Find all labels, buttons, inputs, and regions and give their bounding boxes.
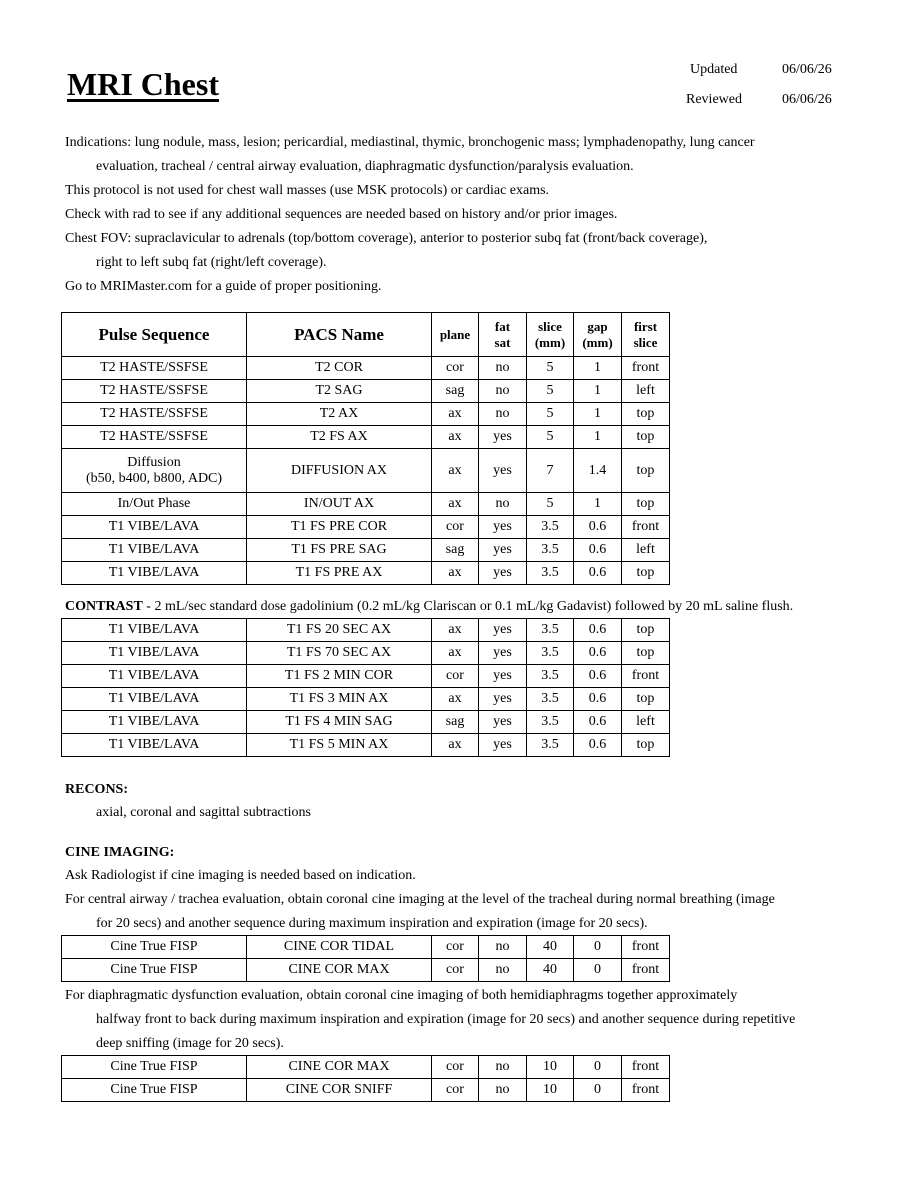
fat-sat-cell: yes	[479, 688, 527, 711]
pacs-name-cell: T2 COR	[247, 357, 432, 380]
updated-label: Updated	[690, 62, 738, 77]
first-slice-cell: front	[622, 936, 670, 959]
table-row	[62, 426, 670, 449]
pulse-sequence-cell: Cine True FISP	[62, 936, 247, 959]
first-slice-cell: front	[622, 357, 670, 380]
fat-sat-cell: yes	[479, 539, 527, 562]
pacs-name-cell: CINE COR SNIFF	[247, 1079, 432, 1102]
pulse-sequence-cell: T1 VIBE/LAVA	[62, 642, 247, 665]
cine-diaph-line-2: halfway front to back during maximum inspiration and expiration (image for 20 secs) and another sequence during repetitive	[96, 1012, 796, 1027]
table-row	[62, 539, 670, 562]
pulse-sequence-cell: Cine True FISP	[62, 959, 247, 982]
positioning-note: Go to MRIMaster.com for a guide of proper positioning.	[65, 279, 382, 294]
table-row	[62, 619, 670, 642]
plane-cell: ax	[432, 619, 479, 642]
fat-sat-cell: no	[479, 1056, 527, 1079]
reviewed-label: Reviewed	[686, 92, 742, 107]
pulse-sequence-cell: T1 VIBE/LAVA	[62, 619, 247, 642]
plane-cell: ax	[432, 734, 479, 757]
fov-line-2: right to left subq fat (right/left coverage).	[96, 255, 327, 270]
gap-cell: 0.6	[574, 539, 622, 562]
pacs-name-cell: T2 FS AX	[247, 426, 432, 449]
first-slice-cell: top	[622, 426, 670, 449]
plane-cell: ax	[432, 688, 479, 711]
slice-cell: 3.5	[527, 688, 574, 711]
table-row	[62, 688, 670, 711]
fat-sat-cell: yes	[479, 426, 527, 449]
pulse-sequence-cell: In/Out Phase	[62, 493, 247, 516]
cine-diaph-line-3: deep sniffing (image for 20 secs).	[96, 1036, 284, 1051]
plane-cell: cor	[432, 936, 479, 959]
first-slice-cell: left	[622, 380, 670, 403]
fat-sat-cell: no	[479, 380, 527, 403]
slice-cell: 3.5	[527, 619, 574, 642]
pulse-sequence-cell: T1 VIBE/LAVA	[62, 562, 247, 585]
plane-cell: cor	[432, 1079, 479, 1102]
header-pulse-sequence: Pulse Sequence	[62, 313, 247, 357]
gap-cell: 1	[574, 493, 622, 516]
header-first-slice: first slice	[622, 313, 670, 357]
fat-sat-cell: yes	[479, 734, 527, 757]
table-row	[62, 711, 670, 734]
plane-cell: sag	[432, 539, 479, 562]
slice-cell: 7	[527, 449, 574, 493]
pulse-sequence-cell: Cine True FISP	[62, 1079, 247, 1102]
fat-sat-cell: yes	[479, 711, 527, 734]
gap-cell: 0	[574, 1079, 622, 1102]
pulse-sequence-cell: T1 VIBE/LAVA	[62, 665, 247, 688]
gap-cell: 0.6	[574, 619, 622, 642]
pacs-name-cell: T1 FS 5 MIN AX	[247, 734, 432, 757]
fat-sat-cell: yes	[479, 619, 527, 642]
gap-cell: 0.6	[574, 665, 622, 688]
table-row	[62, 959, 670, 982]
table-row	[62, 493, 670, 516]
fat-sat-cell: no	[479, 493, 527, 516]
pacs-name-cell: T1 FS 2 MIN COR	[247, 665, 432, 688]
first-slice-cell: top	[622, 619, 670, 642]
cine-heading: CINE IMAGING:	[65, 845, 175, 860]
gap-cell: 1	[574, 380, 622, 403]
plane-cell: cor	[432, 516, 479, 539]
first-slice-cell: top	[622, 734, 670, 757]
table-row	[62, 380, 670, 403]
table-row	[62, 449, 670, 493]
pacs-name-cell: T2 SAG	[247, 380, 432, 403]
table-row	[62, 562, 670, 585]
check-rad-note: Check with rad to see if any additional sequences are needed based on history and/or prior images.	[65, 207, 618, 222]
cine-airway-line-1: For central airway / trachea evaluation, obtain coronal cine imaging at the level of the tracheal during normal breathing (image	[65, 892, 775, 907]
table-row	[62, 357, 670, 380]
pacs-name-cell: T1 FS 4 MIN SAG	[247, 711, 432, 734]
plane-cell: cor	[432, 959, 479, 982]
pacs-name-cell: CINE COR MAX	[247, 959, 432, 982]
slice-cell: 5	[527, 426, 574, 449]
not-used-note: This protocol is not used for chest wall masses (use MSK protocols) or cardiac exams.	[65, 183, 550, 198]
plane-cell: ax	[432, 642, 479, 665]
header-slice: slice (mm)	[527, 313, 574, 357]
pulse-sequence-cell: T2 HASTE/SSFSE	[62, 357, 247, 380]
plane-cell: ax	[432, 403, 479, 426]
cine-diaph-line-1: For diaphragmatic dysfunction evaluation, obtain coronal cine imaging of both hemidiaphragms together approximately	[65, 988, 738, 1003]
fat-sat-cell: no	[479, 959, 527, 982]
pulse-sequence-cell: T1 VIBE/LAVA	[62, 539, 247, 562]
pacs-name-cell: T1 FS PRE AX	[247, 562, 432, 585]
slice-cell: 10	[527, 1056, 574, 1079]
first-slice-cell: top	[622, 403, 670, 426]
first-slice-cell: top	[622, 642, 670, 665]
plane-cell: ax	[432, 449, 479, 493]
slice-cell: 5	[527, 380, 574, 403]
fat-sat-cell: yes	[479, 665, 527, 688]
slice-cell: 40	[527, 936, 574, 959]
slice-cell: 3.5	[527, 642, 574, 665]
pacs-name-cell: DIFFUSION AX	[247, 449, 432, 493]
gap-cell: 0	[574, 1056, 622, 1079]
slice-cell: 3.5	[527, 665, 574, 688]
pacs-name-cell: T1 FS 70 SEC AX	[247, 642, 432, 665]
recons-text: axial, coronal and sagittal subtractions	[96, 805, 311, 820]
plane-cell: sag	[432, 711, 479, 734]
protocol-table-pre	[61, 312, 670, 585]
pulse-sequence-cell: T1 VIBE/LAVA	[62, 516, 247, 539]
pulse-sequence-cell: T1 VIBE/LAVA	[62, 711, 247, 734]
pacs-name-cell: T2 AX	[247, 403, 432, 426]
first-slice-cell: top	[622, 562, 670, 585]
gap-cell: 0.6	[574, 516, 622, 539]
first-slice-cell: top	[622, 449, 670, 493]
table-row	[62, 642, 670, 665]
pulse-sequence-cell: Diffusion (b50, b400, b800, ADC)	[62, 449, 247, 493]
fat-sat-cell: no	[479, 357, 527, 380]
pacs-name-cell: IN/OUT AX	[247, 493, 432, 516]
slice-cell: 3.5	[527, 711, 574, 734]
slice-cell: 5	[527, 357, 574, 380]
header-pacs-name: PACS Name	[247, 313, 432, 357]
slice-cell: 10	[527, 1079, 574, 1102]
indications-line-2: evaluation, tracheal / central airway evaluation, diaphragmatic dysfunction/paralysis evaluation.	[96, 159, 634, 174]
first-slice-cell: front	[622, 959, 670, 982]
table-row	[62, 936, 670, 959]
pacs-name-cell: CINE COR MAX	[247, 1056, 432, 1079]
slice-cell: 5	[527, 493, 574, 516]
pacs-name-cell: T1 FS PRE COR	[247, 516, 432, 539]
updated-date: 06/06/26	[782, 62, 832, 77]
fat-sat-cell: yes	[479, 562, 527, 585]
header-gap: gap (mm)	[574, 313, 622, 357]
contrast-note	[65, 599, 793, 615]
table-row	[62, 1079, 670, 1102]
pulse-sequence-cell: T2 HASTE/SSFSE	[62, 403, 247, 426]
gap-cell: 1	[574, 426, 622, 449]
first-slice-cell: front	[622, 1056, 670, 1079]
fat-sat-cell: yes	[479, 642, 527, 665]
indications-line-1: Indications: lung nodule, mass, lesion; pericardial, mediastinal, thymic, bronchogenic mass; lymphadenopathy, lung cancer	[65, 135, 755, 150]
header-plane: plane	[432, 313, 479, 357]
pulse-sequence-cell: T1 VIBE/LAVA	[62, 688, 247, 711]
gap-cell: 0.6	[574, 562, 622, 585]
reviewed-date: 06/06/26	[782, 92, 832, 107]
cine-ask-note: Ask Radiologist if cine imaging is needed based on indication.	[65, 868, 416, 883]
gap-cell: 0.6	[574, 734, 622, 757]
header-fat-sat: fat sat	[479, 313, 527, 357]
cine-diaph-table	[61, 1055, 670, 1102]
pulse-sequence-cell: T1 VIBE/LAVA	[62, 734, 247, 757]
plane-cell: cor	[432, 1056, 479, 1079]
gap-cell: 0	[574, 936, 622, 959]
gap-cell: 0.6	[574, 711, 622, 734]
first-slice-cell: left	[622, 539, 670, 562]
table-row	[62, 1056, 670, 1079]
gap-cell: 0.6	[574, 642, 622, 665]
slice-cell: 3.5	[527, 516, 574, 539]
gap-cell: 0.6	[574, 688, 622, 711]
first-slice-cell: front	[622, 665, 670, 688]
gap-cell: 1	[574, 357, 622, 380]
gap-cell: 0	[574, 959, 622, 982]
first-slice-cell: top	[622, 493, 670, 516]
cine-airway-line-2: for 20 secs) and another sequence during maximum inspiration and expiration (image for 20 secs).	[96, 916, 648, 931]
table-row	[62, 516, 670, 539]
fat-sat-cell: no	[479, 403, 527, 426]
gap-cell: 1	[574, 403, 622, 426]
plane-cell: sag	[432, 380, 479, 403]
first-slice-cell: left	[622, 711, 670, 734]
table-row	[62, 403, 670, 426]
first-slice-cell: front	[622, 516, 670, 539]
first-slice-cell: front	[622, 1079, 670, 1102]
plane-cell: ax	[432, 562, 479, 585]
plane-cell: ax	[432, 493, 479, 516]
fat-sat-cell: yes	[479, 516, 527, 539]
slice-cell: 40	[527, 959, 574, 982]
fat-sat-cell: yes	[479, 449, 527, 493]
plane-cell: cor	[432, 357, 479, 380]
pacs-name-cell: CINE COR TIDAL	[247, 936, 432, 959]
first-slice-cell: top	[622, 688, 670, 711]
pacs-name-cell: T1 FS PRE SAG	[247, 539, 432, 562]
page-title: MRI Chest	[67, 66, 219, 102]
plane-cell: ax	[432, 426, 479, 449]
slice-cell: 3.5	[527, 562, 574, 585]
pulse-sequence-cell: T2 HASTE/SSFSE	[62, 380, 247, 403]
fat-sat-cell: no	[479, 936, 527, 959]
table-row	[62, 665, 670, 688]
pacs-name-cell: T1 FS 20 SEC AX	[247, 619, 432, 642]
contrast-text: - 2 mL/sec standard dose gadolinium (0.2 mL/kg Clariscan or 0.1 mL/kg Gadavist) followed by 20 mL saline flush.	[142, 599, 794, 614]
cine-airway-table	[61, 935, 670, 982]
pulse-sequence-cell: Cine True FISP	[62, 1056, 247, 1079]
slice-cell: 5	[527, 403, 574, 426]
recons-heading: RECONS:	[65, 782, 129, 797]
pulse-sequence-cell: T2 HASTE/SSFSE	[62, 426, 247, 449]
plane-cell: cor	[432, 665, 479, 688]
table-row	[62, 734, 670, 757]
gap-cell: 1.4	[574, 449, 622, 493]
protocol-table-post	[61, 618, 670, 757]
fov-line-1: Chest FOV: supraclavicular to adrenals (top/bottom coverage), anterior to posterior subq fat (front/back coverage),	[65, 231, 708, 246]
slice-cell: 3.5	[527, 734, 574, 757]
slice-cell: 3.5	[527, 539, 574, 562]
fat-sat-cell: no	[479, 1079, 527, 1102]
pacs-name-cell: T1 FS 3 MIN AX	[247, 688, 432, 711]
contrast-label: CONTRAST	[65, 599, 143, 614]
